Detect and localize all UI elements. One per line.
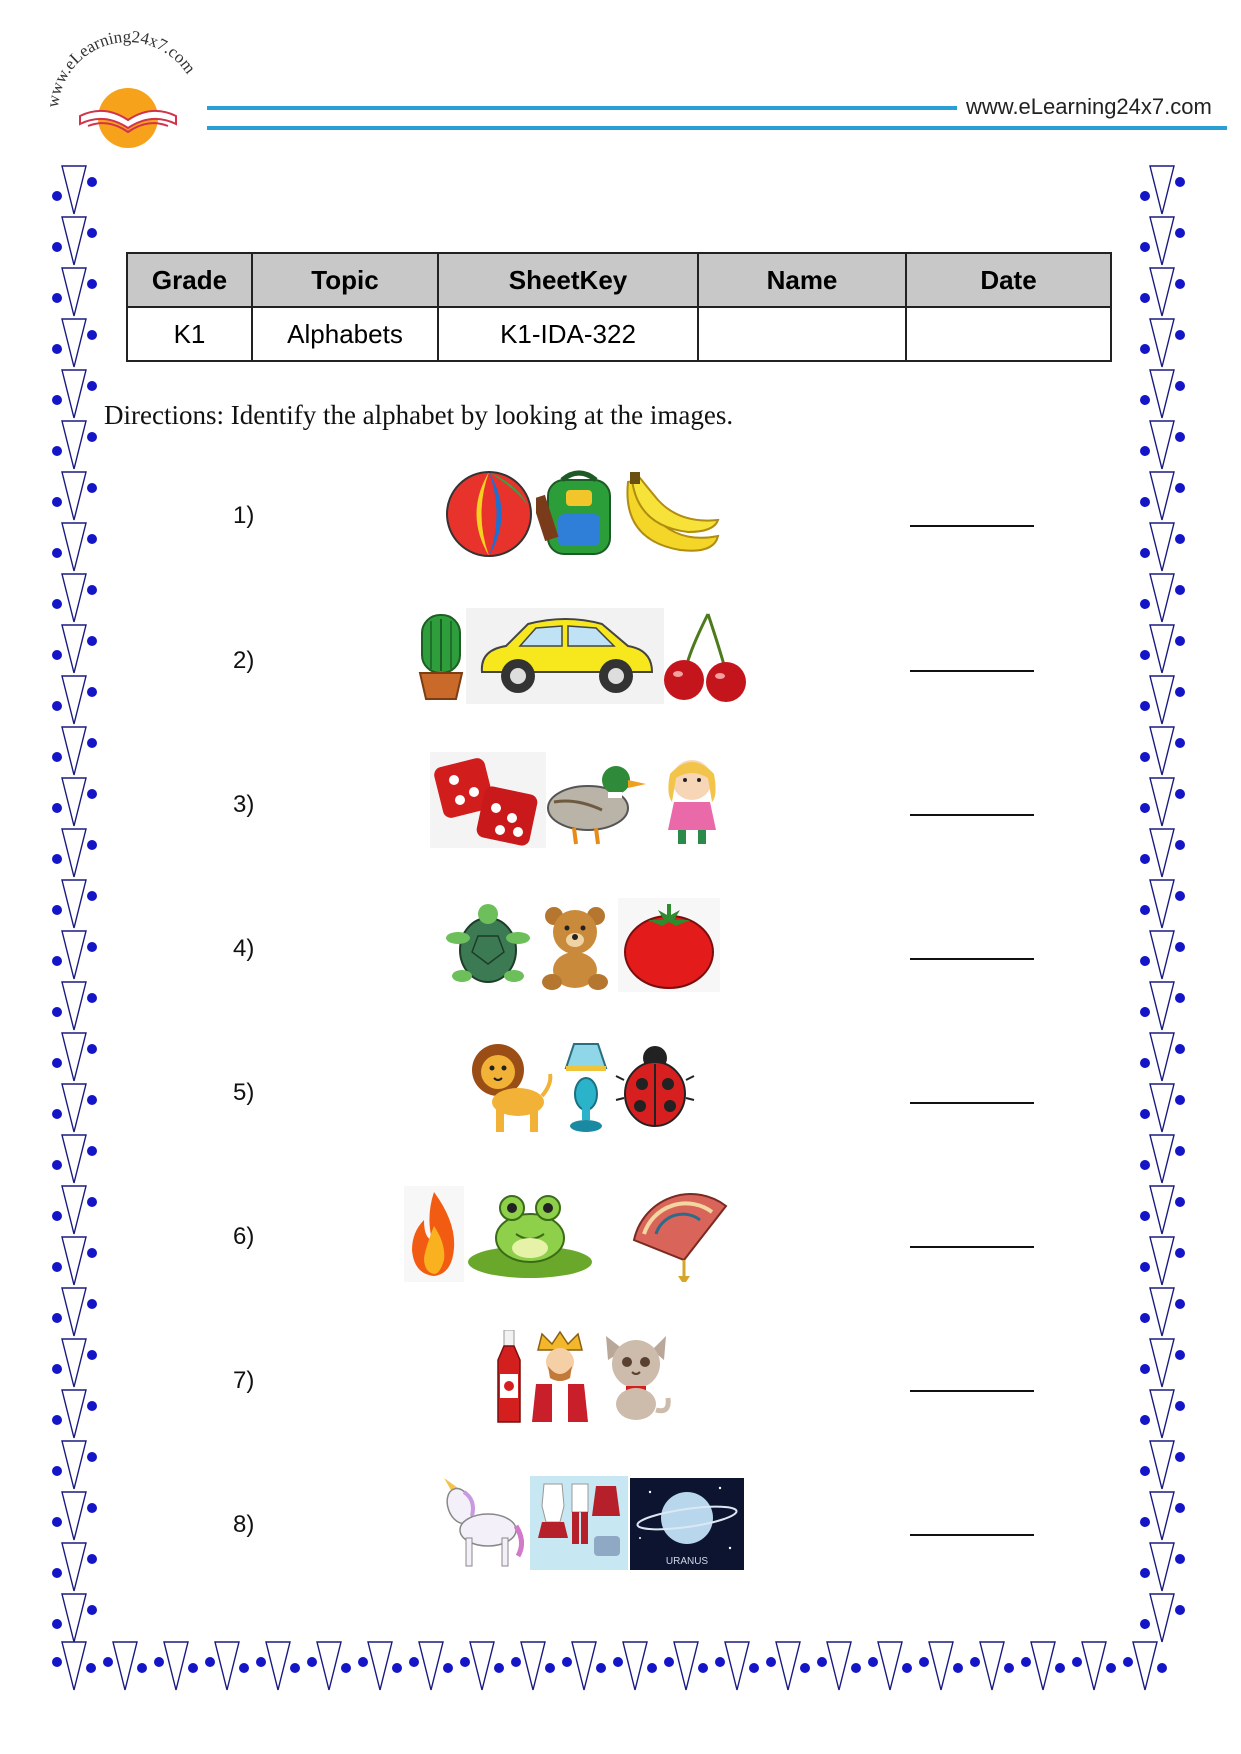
grade-header: Grade	[127, 253, 252, 307]
lion-image	[468, 1040, 554, 1136]
info-table-value-row	[127, 307, 1111, 361]
dice-image	[430, 752, 546, 848]
uniform-image	[530, 1476, 628, 1570]
sheetkey-value: K1-IDA-322	[438, 307, 698, 361]
teddy-bear-image	[540, 904, 614, 990]
answer-line[interactable]	[910, 524, 1034, 527]
answer-line[interactable]	[910, 669, 1034, 672]
uranus-image	[630, 1478, 744, 1570]
info-table-header-row	[127, 253, 1111, 307]
cactus-image	[416, 611, 466, 701]
bag-image	[536, 466, 618, 560]
question-number: 5)	[233, 1079, 255, 1106]
lamp-image	[556, 1040, 616, 1136]
fire-image	[404, 1186, 464, 1282]
question-number: 8)	[233, 1511, 255, 1538]
question-number: 6)	[233, 1223, 255, 1250]
date-header: Date	[906, 253, 1111, 307]
ladybug-image	[614, 1040, 696, 1132]
date-field[interactable]	[906, 307, 1111, 361]
directions-text: Directions: Identify the alphabet by looking at the images.	[104, 400, 734, 430]
turtle-image	[444, 900, 532, 992]
answer-line[interactable]	[910, 1389, 1034, 1392]
answer-line[interactable]	[910, 957, 1034, 960]
banana-image	[618, 470, 722, 558]
tomato-image	[618, 898, 720, 992]
doll-image	[652, 756, 732, 848]
cherry-image	[660, 610, 754, 702]
unicorn-image	[438, 1476, 524, 1570]
info-table	[126, 252, 1112, 362]
kitten-image	[594, 1330, 674, 1424]
topic-value: Alphabets	[252, 307, 438, 361]
name-header: Name	[698, 253, 906, 307]
car-image	[466, 608, 664, 704]
ketchup-image	[494, 1330, 524, 1424]
topic-header: Topic	[252, 253, 438, 307]
logo-arc-text: www.eLearning24x7.com	[43, 26, 200, 109]
uranus-caption: URANUS	[665, 1556, 709, 1567]
duck-image	[546, 752, 650, 848]
question-number: 7)	[233, 1367, 255, 1394]
ball-image	[444, 468, 534, 560]
question-number: 2)	[233, 647, 255, 674]
question-number: 3)	[233, 791, 255, 818]
grade-value: K1	[127, 307, 252, 361]
answer-line[interactable]	[910, 1533, 1034, 1536]
answer-line[interactable]	[910, 1101, 1034, 1104]
sheetkey-header: SheetKey	[438, 253, 698, 307]
name-field[interactable]	[698, 307, 906, 361]
question-number: 1)	[233, 502, 255, 529]
frog-image	[466, 1188, 594, 1280]
answer-line[interactable]	[910, 1245, 1034, 1248]
king-image	[526, 1330, 594, 1424]
site-url[interactable]: www.eLearning24x7.com	[966, 94, 1212, 119]
answer-line[interactable]	[910, 813, 1034, 816]
question-number: 4)	[233, 935, 255, 962]
fan-image	[614, 1186, 732, 1282]
